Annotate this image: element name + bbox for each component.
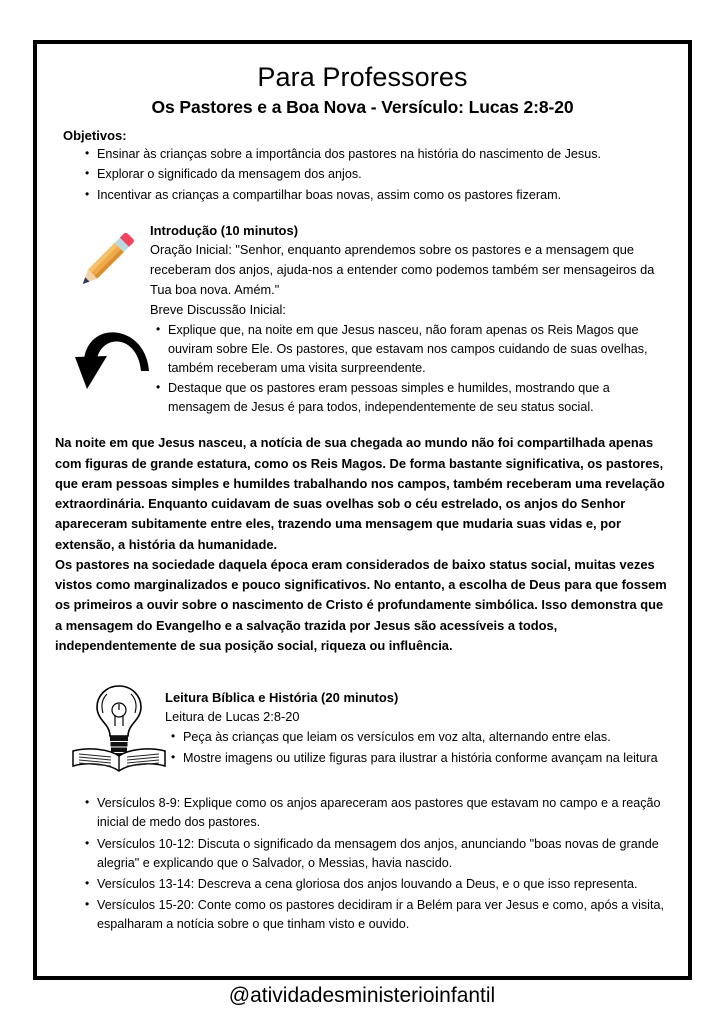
pencil-icon	[67, 223, 143, 299]
page-title: Para Professores	[257, 62, 468, 92]
discussao-label: Breve Discussão Inicial:	[150, 301, 286, 317]
oracao-inicial-text: Oração Inicial: "Senhor, enquanto aprendemos sobre os pastores e a mensagem que receberam dos anjos, ajuda-nos a entender como podemos também ser mensageiros da Tua boa nova. Amém."	[150, 241, 655, 297]
list-item: • Versículos 15-20: Conte como os pastores decidiram ir a Belém para ver Jesus e como, após a visita, espalharam a notícia sobre o que tinham visto e ouvido.	[85, 896, 670, 934]
leitura-body	[165, 682, 670, 767]
footer-handle: @atividadesministerioinfantil	[228, 984, 496, 1007]
versiculos-section	[63, 794, 670, 934]
list-item: • Versículos 10-12: Discuta o significado da mensagem dos anjos, anunciando "boas novas de grande alegria" e explicando que o Salvador, o Messias, havia nascido.	[85, 835, 670, 873]
discussao-section	[55, 321, 670, 418]
list-item: • Versículos 13-14: Descreva a cena gloriosa dos anjos louvando a Deus, e o que isso representa.	[85, 875, 670, 894]
page-subtitle: Os Pastores e a Boa Nova - Versículo: Lucas 2:8-20	[151, 97, 574, 118]
list-item: • Versículos 8-9: Explique como os anjos apareceram aos pastores que estavam no campo e a reação inicial de medo dos pastores.	[85, 794, 670, 832]
objetivos-section	[63, 128, 670, 205]
list-item: • Ensinar às crianças sobre a importância dos pastores na história do nascimento de Jesus.	[85, 145, 670, 164]
list-item: • Peça às crianças que leiam os versículos em voz alta, alternando entre elas.	[171, 728, 670, 747]
list-item: • Incentivar as crianças a compartilhar boas novas, assim como os pastores fizeram.	[85, 186, 670, 205]
versiculos-list	[63, 794, 670, 934]
narrativa-paragraph-1: Na noite em que Jesus nasceu, a notícia de sua chegada ao mundo não foi compartilhada apenas com figuras de grande estatura, como os Reis Magos. De forma bastante significativa, os pastores, que eram pessoas simples e humildes trabalhando nos campos, também receberam uma revelação extraordinária. Enquanto cuidavam de suas ovelhas sob o céu estrelado, os anjos do Senhor apareceram subitamente entre eles, trazendo uma mensagem que mudaria suas vidas e, por extensão, a história da humanidade.	[55, 435, 665, 552]
leitura-heading: Leitura Bíblica e História (20 minutos)	[165, 690, 399, 706]
list-item: • Destaque que os pastores eram pessoas simples e humildes, mostrando que a mensagem de Jesus é para todos, independentemente de seu status social.	[156, 379, 670, 417]
leitura-subheading: Leitura de Lucas 2:8-20	[165, 709, 300, 725]
leitura-section	[55, 682, 670, 772]
list-item: • Mostre imagens ou utilize figuras para ilustrar a história conforme avançam na leitura	[171, 749, 670, 768]
leitura-list	[165, 728, 670, 767]
page-border-frame	[33, 40, 692, 980]
page-content	[37, 44, 688, 976]
list-item: • Explique que, na noite em que Jesus nasceu, não foram apenas os Reis Magos que ouviram sobre Ele. Os pastores, que estavam nos campos cuidando de suas ovelhas, também receberam uma visita surpreendente.	[156, 321, 670, 378]
discussao-list	[150, 321, 670, 418]
narrativa-paragraph-2: Os pastores na sociedade daquela época eram considerados de baixo status social, muitas vezes vistos como marginalizados e pouco significativos. No entanto, a escolha de Deus para que fossem os primeiros a ouvir sobre o nascimento de Cristo é profundamente simbólica. Isso demonstra que a mensagem do Evangelho e a salvação trazida por Jesus são acessíveis a todos, independentemente de sua posição social, riqueza ou influência.	[55, 556, 667, 653]
discussao-body	[150, 321, 670, 418]
curved-arrow-icon	[71, 327, 151, 399]
introducao-section	[55, 223, 670, 320]
list-item: • Explorar o significado da mensagem dos anjos.	[85, 165, 670, 184]
introducao-heading: Introdução (10 minutos)	[150, 222, 299, 238]
narrativa-section	[55, 433, 670, 656]
introducao-body	[150, 223, 670, 320]
objetivos-list	[63, 145, 670, 204]
objetivos-label: Objetivos:	[63, 128, 127, 144]
lightbulb-book-icon	[69, 682, 169, 774]
